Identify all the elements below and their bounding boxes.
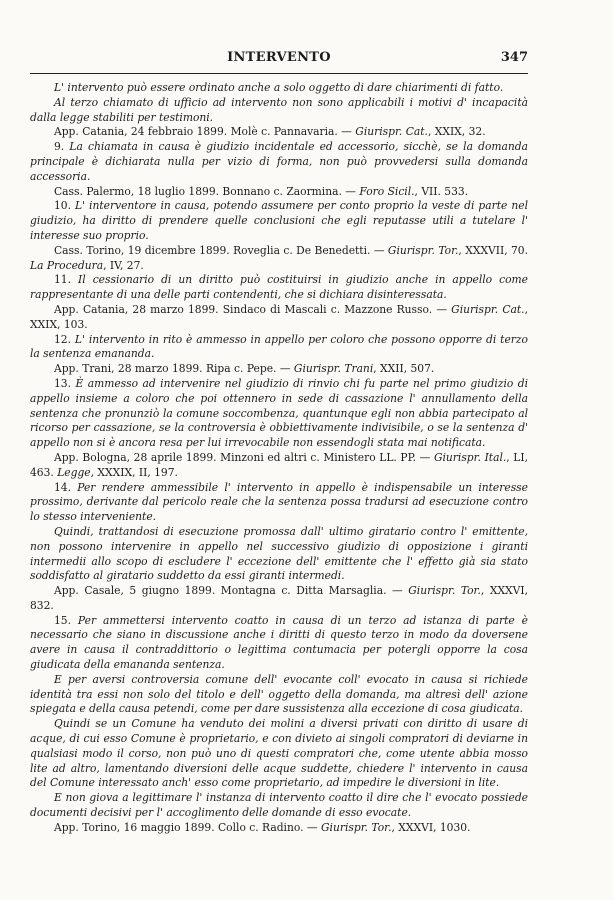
italic-text: L' interventore in causa, potendo assumere per conto proprio la veste di parte nel giudizio, ha diritto di prendere quelle conclusioni che egli reputasse utili a tutelare l' interesse suo proprio. <box>30 199 528 242</box>
text-run: 9. <box>54 140 70 154</box>
italic-text: Giurispr. Cat. <box>355 125 428 139</box>
paragraph <box>30 481 528 525</box>
paragraph <box>30 199 528 243</box>
text-run: App. Trani, 28 marzo 1899. Ripa c. Pepe. — <box>54 362 294 376</box>
text-run: Cass. Torino, 19 dicembre 1899. Roveglia c. De Benedetti. — <box>54 243 388 257</box>
text-run: , XXXIX, II, 197. <box>90 465 178 479</box>
italic-text: E non giova a legittimare l' instanza di intervento coatto il dire che l' evocato possiede documenti decisivi per l' accoglimento delle domande di esso evocate. <box>30 791 528 820</box>
paragraph <box>30 273 528 303</box>
italic-text: Per ammettersi intervento coatto in causa di un terzo ad istanza di parte è necessario che siano in discussione anche i diritti di questo terzo in modo da doversene avere in causa il contraddittorio o legittima contumacia per potergli opporre la cosa giudicata della emananda sentenza. <box>30 613 528 672</box>
paragraph <box>30 584 528 614</box>
running-header <box>30 46 528 70</box>
italic-text: Giurispr. Ital. <box>433 450 507 464</box>
italic-text: Giurispr. Trani <box>293 362 374 376</box>
text-run: 12. <box>54 332 75 346</box>
text-body <box>30 81 528 836</box>
italic-text: È ammesso ad intervenire nel giudizio di rinvio chi fu parte nel primo giudizio di appello insieme a coloro che poi ottennero in sede di cassazione l' annullamento della sentenza che pronunziò la comune soccombenza, quantunque egli non abbia partecipato al ricorso per cassazione, se la controversia è obbiettivamente indivisibile, o se la sentenza d' appello non si è ancora resa per lui irrevocabile non essendogli stata mai notificata. <box>30 376 529 450</box>
italic-text: Quindi, trattandosi di esecuzione promossa dall' ultimo giratario contro l' emittente, non possono intervenire in appello nel successivo giudizio di opposizione i giranti intermedii allo scopo di escludere l' eccezione dell' emittente che l' effetto già sia stato soddisfatto al giratario suddetto da essi giranti intermedi. <box>30 524 528 583</box>
italic-text: La Procedura <box>30 258 104 272</box>
text-run: , XXIX, 103. <box>30 302 528 331</box>
text-run: App. Torino, 16 maggio 1899. Collo c. Radino. — <box>54 820 321 834</box>
italic-text: Giurispr. Tor. <box>387 243 459 257</box>
running-title: INTERVENTO <box>227 50 331 65</box>
paragraph <box>30 333 528 363</box>
page-number: 347 <box>500 50 528 65</box>
paragraph <box>30 525 528 584</box>
paragraph <box>30 185 528 200</box>
paragraph <box>30 303 528 333</box>
text-run: , XXIX, 32. <box>427 125 486 139</box>
italic-text: L' intervento può essere ordinato anche a solo oggetto di dare chiarimenti di fatto. <box>54 81 504 94</box>
paragraph <box>30 377 528 451</box>
paragraph <box>30 244 528 274</box>
paragraph <box>30 96 528 126</box>
italic-text: La chiamata in causa è giudizio incidentale ed accessorio, sicchè, se la domanda principale è dichiarata nulla per vizio di forma, non può provvedersi sulla domanda accessoria. <box>30 140 528 183</box>
text-run: 11. <box>54 273 79 287</box>
text-run: , XXXVII, 70. <box>458 243 529 257</box>
paragraph <box>30 821 528 836</box>
text-run: , XXII, 507. <box>373 362 435 376</box>
italic-text: Quindi se un Comune ha venduto dei molini a diversi privati con diritto di usare di acque, di cui esso Comune è proprietario, e con divieto ai singoli compratori di deviarne in qualsiasi modo il corso, non può uno di questi compratori che, come utente abbia mosso lite ad altro, lamentando diversioni delle acque suddette, chiedere l' intervento in causa del Comune interessato anch' esso come proprietario, ad impedire le diversioni in lite. <box>30 717 528 790</box>
paragraph <box>30 81 528 96</box>
text-run: 14. <box>54 480 78 494</box>
italic-text: L' intervento in rito è ammesso in appello per coloro che possono opporre di terzo la sentenza emananda. <box>30 332 528 361</box>
italic-text: Il cessionario di un diritto può costituirsi in giudizio anche in appello come rappresentante di una delle parti contendenti, che si dichiara disinteressata. <box>30 273 528 302</box>
text-run: 15. <box>54 613 78 627</box>
italic-text: E per aversi controversia comune dell' evocante coll' evocato in causa si richiede identità tra essi non solo del titolo e dell' oggetto della domanda, ma altresì dell' azione spiegata e della causa petendi, come per dare sussistenza alla eccezione di cosa giudicata. <box>30 672 528 716</box>
paragraph <box>30 717 528 791</box>
text-run: , XXXVI, 1030. <box>391 820 471 834</box>
text-run: , IV, 27. <box>103 258 144 272</box>
text-run: App. Bologna, 28 aprile 1899. Minzoni ed altri c. Ministero LL. PP. — <box>54 450 434 464</box>
text-run: , LI, 463. <box>30 450 529 479</box>
paragraph <box>30 791 528 821</box>
italic-text: Giurispr. Tor. <box>321 820 392 834</box>
paragraph <box>30 362 528 377</box>
paragraph <box>30 614 528 673</box>
text-run: App. Catania, 28 marzo 1899. Sindaco di Mascali c. Mazzone Russo. — <box>54 302 452 316</box>
paragraph <box>30 673 528 717</box>
paragraph <box>30 451 528 481</box>
text-run: , XXXVI, 832. <box>30 584 528 612</box>
italic-text: Foro Sicil. <box>359 184 415 198</box>
paragraph <box>30 140 528 184</box>
text-run: , VII. 533. <box>414 184 469 198</box>
paragraph <box>30 125 528 140</box>
italic-text: Al terzo chiamato di ufficio ad intervento non sono applicabili i motivi d' incapacità dalla legge stabiliti per testimoni. <box>30 95 528 124</box>
text-run: 13. <box>54 376 76 390</box>
header-rule <box>30 73 528 74</box>
text-run: Cass. Palermo, 18 luglio 1899. Bonnano c. Zaormina. — <box>54 184 360 198</box>
italic-text: Giurispr. Tor. <box>408 584 481 598</box>
italic-text: Legge <box>57 465 91 479</box>
text-run: 10. <box>54 199 75 213</box>
text-run: App. Casale, 5 giugno 1899. Montagna c. Ditta Marsaglia. — <box>54 584 409 598</box>
italic-text: Per rendere ammessibile l' intervento in appello è indispensabile un interesse prossimo, derivante dal pericolo reale che la sentenza possa tradursi ad esecuzione contro lo stesso interveniente. <box>30 480 528 524</box>
italic-text: Giurispr. Cat. <box>451 302 525 316</box>
text-run: App. Catania, 24 febbraio 1899. Molè c. Pannavaria. — <box>54 125 356 139</box>
